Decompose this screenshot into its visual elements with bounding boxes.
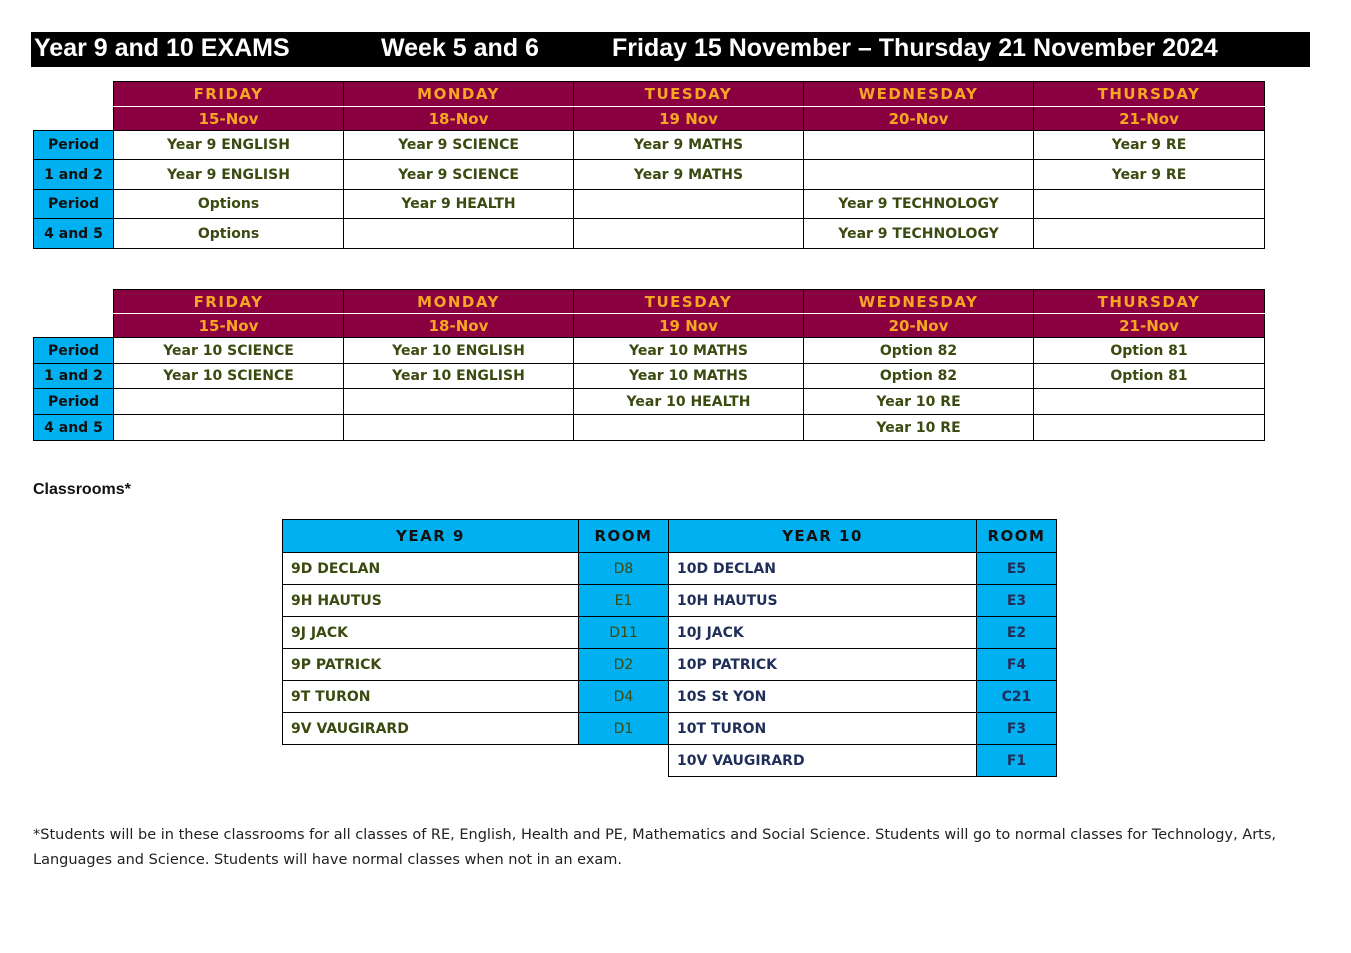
year9-class: 9J JACK (283, 617, 579, 649)
exam-cell: Year 9 ENGLISH (114, 131, 344, 160)
date-monday: 18-Nov (344, 107, 574, 131)
exam-cell (574, 190, 804, 219)
exam-cell (574, 219, 804, 249)
year10-exam-table (33, 289, 1265, 441)
exam-cell (1034, 415, 1265, 441)
exam-cell: Year 9 TECHNOLOGY (804, 190, 1034, 219)
year10-class: 10D DECLAN (669, 553, 977, 585)
period-label: 1 and 2 (34, 160, 114, 190)
exam-cell: Year 10 MATHS (574, 364, 804, 389)
room-header: ROOM (579, 520, 669, 553)
day-header-tuesday: TUESDAY (574, 82, 804, 107)
day-header-friday: FRIDAY (114, 82, 344, 107)
year9-room: E1 (579, 585, 669, 617)
exam-cell: Year 9 ENGLISH (114, 160, 344, 190)
date-thursday: 21-Nov (1034, 314, 1265, 338)
day-header-thursday: THURSDAY (1034, 290, 1265, 314)
year10-room: F4 (977, 649, 1057, 681)
period-label: Period (34, 131, 114, 160)
exam-cell: Option 81 (1034, 364, 1265, 389)
year10-header: YEAR 10 (669, 520, 977, 553)
exam-cell: Year 9 RE (1034, 131, 1265, 160)
year10-room: F3 (977, 713, 1057, 745)
year9-class: 9V VAUGIRARD (283, 713, 579, 745)
period-label: 1 and 2 (34, 364, 114, 389)
day-header-thursday: THURSDAY (1034, 82, 1265, 107)
period-label: 4 and 5 (34, 415, 114, 441)
title-date-range: Friday 15 November – Thursday 21 November 2024 (612, 34, 1218, 62)
corner-cell (34, 290, 114, 314)
date-tuesday: 19 Nov (574, 107, 804, 131)
exam-cell: Year 10 MATHS (574, 338, 804, 364)
year9-room: D4 (579, 681, 669, 713)
exam-cell (344, 415, 574, 441)
date-friday: 15-Nov (114, 314, 344, 338)
year10-class: 10S St YON (669, 681, 977, 713)
year10-room: E2 (977, 617, 1057, 649)
corner-cell (34, 107, 114, 131)
exam-cell: Year 10 SCIENCE (114, 364, 344, 389)
day-header-wednesday: WEDNESDAY (804, 290, 1034, 314)
year9-class: 9H HAUTUS (283, 585, 579, 617)
exam-cell (574, 415, 804, 441)
year9-room: D1 (579, 713, 669, 745)
day-header-wednesday: WEDNESDAY (804, 82, 1034, 107)
year10-class: 10J JACK (669, 617, 977, 649)
corner-cell (34, 82, 114, 107)
year10-class: 10V VAUGIRARD (669, 745, 977, 777)
year10-room: F1 (977, 745, 1057, 777)
exam-cell: Option 82 (804, 364, 1034, 389)
exam-cell: Options (114, 190, 344, 219)
date-tuesday: 19 Nov (574, 314, 804, 338)
year9-room: D8 (579, 553, 669, 585)
exam-cell (804, 160, 1034, 190)
day-header-monday: MONDAY (344, 82, 574, 107)
title-main: Year 9 and 10 EXAMS (34, 34, 290, 62)
year9-class: 9D DECLAN (283, 553, 579, 585)
year9-header: YEAR 9 (283, 520, 579, 553)
day-header-tuesday: TUESDAY (574, 290, 804, 314)
year10-class: 10P PATRICK (669, 649, 977, 681)
period-label: Period (34, 190, 114, 219)
exam-cell: Year 10 SCIENCE (114, 338, 344, 364)
year10-class: 10T TURON (669, 713, 977, 745)
exam-cell: Year 10 RE (804, 389, 1034, 415)
table-row (283, 553, 1057, 585)
year9-class: 9P PATRICK (283, 649, 579, 681)
exam-cell (114, 415, 344, 441)
exam-cell (804, 131, 1034, 160)
exam-cell (1034, 190, 1265, 219)
table-row (283, 649, 1057, 681)
day-header-friday: FRIDAY (114, 290, 344, 314)
empty-cell (283, 745, 579, 777)
exam-cell (1034, 219, 1265, 249)
year10-room: E3 (977, 585, 1057, 617)
table-row (283, 617, 1057, 649)
exam-cell: Year 10 ENGLISH (344, 364, 574, 389)
date-wednesday: 20-Nov (804, 107, 1034, 131)
exam-cell (344, 389, 574, 415)
title-bar (31, 32, 1310, 67)
year10-class: 10H HAUTUS (669, 585, 977, 617)
room-header: ROOM (977, 520, 1057, 553)
exam-cell (1034, 389, 1265, 415)
table-row (283, 713, 1057, 745)
period-label: Period (34, 338, 114, 364)
table-row (283, 681, 1057, 713)
year9-room: D2 (579, 649, 669, 681)
exam-cell (114, 389, 344, 415)
exam-cell: Year 9 MATHS (574, 131, 804, 160)
empty-cell (579, 745, 669, 777)
day-header-monday: MONDAY (344, 290, 574, 314)
footnote: *Students will be in these classrooms for all classes of RE, English, Health and PE, Mathematics and Social Science. Students will go to normal classes for Technology, Arts, Languages and Science. Students will have normal classes when not in an exam. (33, 827, 1277, 868)
exam-cell: Option 81 (1034, 338, 1265, 364)
classrooms-table (282, 519, 1057, 777)
year9-exam-table (33, 81, 1265, 249)
exam-cell: Year 10 RE (804, 415, 1034, 441)
table-row (283, 745, 1057, 777)
exam-cell: Year 10 HEALTH (574, 389, 804, 415)
year10-room: E5 (977, 553, 1057, 585)
period-label: Period (34, 389, 114, 415)
classrooms-heading: Classrooms* (33, 481, 131, 498)
exam-cell: Year 9 SCIENCE (344, 131, 574, 160)
exam-cell: Year 9 HEALTH (344, 190, 574, 219)
corner-cell (34, 314, 114, 338)
period-label: 4 and 5 (34, 219, 114, 249)
year9-room: D11 (579, 617, 669, 649)
exam-cell (344, 219, 574, 249)
date-wednesday: 20-Nov (804, 314, 1034, 338)
exam-cell: Year 9 RE (1034, 160, 1265, 190)
exam-cell: Year 9 TECHNOLOGY (804, 219, 1034, 249)
date-friday: 15-Nov (114, 107, 344, 131)
table-row (283, 585, 1057, 617)
date-monday: 18-Nov (344, 314, 574, 338)
exam-cell: Option 82 (804, 338, 1034, 364)
year9-class: 9T TURON (283, 681, 579, 713)
year10-room: C21 (977, 681, 1057, 713)
exam-cell: Year 9 SCIENCE (344, 160, 574, 190)
exam-cell: Options (114, 219, 344, 249)
exam-cell: Year 10 ENGLISH (344, 338, 574, 364)
exam-cell: Year 9 MATHS (574, 160, 804, 190)
date-thursday: 21-Nov (1034, 107, 1265, 131)
title-week: Week 5 and 6 (381, 34, 539, 62)
